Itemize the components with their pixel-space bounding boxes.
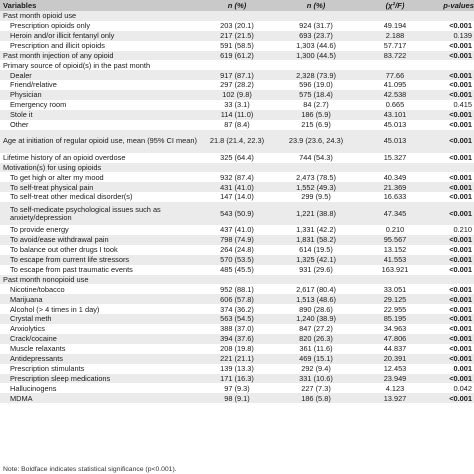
cell-p-value: 0.415 <box>453 100 472 110</box>
table-row <box>0 153 474 163</box>
table-row <box>0 90 474 100</box>
table-footnote: Note: Boldface indicates statistical significance (p<0.001). <box>3 466 177 473</box>
row-label: Dealer <box>0 70 200 80</box>
cell-p-value: <0.001 <box>449 284 472 294</box>
cell-test-statistic: 45.013 <box>383 120 407 130</box>
cell-group1-n-percent: 431 (41.0) <box>200 182 274 192</box>
cell-group2-n-percent: 227 (7.3) <box>301 383 331 393</box>
cell-group1-n-percent: 394 (37.6) <box>200 334 274 344</box>
table-row <box>0 120 474 130</box>
cell-group2-n-percent: 2,617 (80.4) <box>296 284 336 294</box>
cell-test-statistic: 47.806 <box>358 334 432 344</box>
cell-test-statistic: 2.188 <box>358 31 432 41</box>
cell-test-statistic: 77.66 <box>358 70 432 80</box>
cell-test-statistic: 33.051 <box>383 284 407 294</box>
cell-p-value: <0.001 <box>449 264 472 274</box>
header-n-percent-group2: n (%) <box>274 0 358 11</box>
cell-group1-n-percent: 147 (14.0) <box>220 192 254 202</box>
cell-group2-n-percent: 2,328 (73.9) <box>274 70 358 80</box>
cell-p-value: <0.001 <box>432 51 474 61</box>
cell-test-statistic: 83.722 <box>358 51 432 61</box>
cell-group1-n-percent: 325 (64.4) <box>220 152 254 162</box>
cell-group1-n-percent: 388 (37.0) <box>220 324 254 334</box>
cell-group1-n-percent: 591 (58.5) <box>220 40 254 50</box>
table-row <box>0 11 474 21</box>
table-row <box>0 182 474 192</box>
row-label: Prescription stimulants <box>10 363 85 373</box>
cell-group2-n-percent: 847 (27.2) <box>299 324 333 334</box>
cell-group2-n-percent <box>274 163 358 173</box>
row-label: Primary source of opioid(s) in the past month <box>3 60 151 70</box>
table-row <box>0 275 474 285</box>
cell-group2-n-percent: 1,300 (44.5) <box>274 51 358 61</box>
cell-group1-n-percent: 114 (11.0) <box>200 110 274 120</box>
cell-p-value: <0.001 <box>432 255 474 265</box>
table-row <box>0 284 474 294</box>
cell-p-value: <0.001 <box>449 80 472 90</box>
row-label: Other <box>10 120 29 130</box>
cell-group1-n-percent: 437 (41.0) <box>220 225 254 235</box>
table-body <box>0 11 474 403</box>
table-row <box>0 100 474 110</box>
row-label: To avoid/ease withdrawal pain <box>0 235 200 245</box>
table-row <box>0 172 474 182</box>
table-row <box>0 374 474 384</box>
cell-group2-n-percent <box>274 11 358 21</box>
cell-test-statistic: 41.095 <box>383 80 407 90</box>
table-row <box>0 255 474 265</box>
table-row <box>0 334 474 344</box>
row-label: Stole it <box>0 110 200 120</box>
cell-group2-n-percent: 924 (31.7) <box>299 21 333 31</box>
row-label: Prescription sleep medications <box>0 374 200 384</box>
cell-group2-n-percent: 23.9 (23.6, 24.3) <box>274 130 358 153</box>
table-row <box>0 21 474 31</box>
cell-p-value: <0.001 <box>449 192 472 202</box>
cell-p-value: <0.001 <box>432 182 474 192</box>
cell-test-statistic: 41.553 <box>358 255 432 265</box>
row-label: Nicotine/tobacco <box>10 284 65 294</box>
cell-p-value: 0.139 <box>432 31 474 41</box>
cell-p-value: <0.001 <box>432 393 474 403</box>
cell-p-value: <0.001 <box>432 294 474 304</box>
row-label: To escape from past traumatic events <box>10 264 133 274</box>
table-row <box>0 314 474 324</box>
row-label: To provide energy <box>10 225 69 235</box>
cell-test-statistic: 40.349 <box>383 172 407 182</box>
cell-group1-n-percent: 208 (19.8) <box>220 344 254 354</box>
cell-group1-n-percent: 374 (36.2) <box>220 304 254 314</box>
cell-group2-n-percent: 1,331 (42.2) <box>296 225 336 235</box>
cell-p-value: <0.001 <box>432 235 474 245</box>
cell-group2-n-percent: 299 (9.5) <box>301 192 331 202</box>
cell-p-value: <0.001 <box>432 110 474 120</box>
cell-group1-n-percent: 98 (9.1) <box>200 393 274 403</box>
cell-p-value: 0.210 <box>453 225 472 235</box>
table-row <box>0 225 474 235</box>
cell-test-statistic: 85.195 <box>358 314 432 324</box>
cell-test-statistic: 49.194 <box>383 21 407 31</box>
cell-group2-n-percent: 469 (15.1) <box>274 354 358 364</box>
row-label: Past month nonopioid use <box>0 275 200 285</box>
cell-group2-n-percent: 292 (9.4) <box>301 363 331 373</box>
cell-group1-n-percent: 952 (88.1) <box>220 284 254 294</box>
row-label: Physician <box>0 90 200 100</box>
cell-group1-n-percent: 798 (74.9) <box>200 235 274 245</box>
cell-test-statistic: 34.963 <box>383 324 407 334</box>
cell-group2-n-percent: 361 (11.6) <box>299 344 333 354</box>
cell-group2-n-percent: 744 (54.3) <box>299 152 333 162</box>
cell-p-value: <0.001 <box>449 304 472 314</box>
table-row <box>0 60 474 70</box>
cell-p-value: <0.001 <box>449 21 472 31</box>
cell-p-value <box>432 11 474 21</box>
table-row <box>0 80 474 90</box>
cell-group1-n-percent: 217 (21.5) <box>200 31 274 41</box>
row-label: Crystal meth <box>0 314 200 324</box>
cell-group1-n-percent: 570 (53.5) <box>200 255 274 265</box>
cell-test-statistic: 42.538 <box>358 90 432 100</box>
row-label: To get high or alter my mood <box>10 172 104 182</box>
cell-test-statistic: 20.391 <box>358 354 432 364</box>
row-label: To self-treat other medical disorder(s) <box>10 192 133 202</box>
cell-p-value: <0.001 <box>432 334 474 344</box>
row-label: Friend/relative <box>10 80 57 90</box>
row-label: Prescription and illicit opioids <box>10 40 105 50</box>
header-p-values: p-values <box>432 0 474 11</box>
table-row <box>0 110 474 120</box>
header-row <box>0 0 474 11</box>
cell-p-value: <0.001 <box>449 40 472 50</box>
row-label: Past month injection of any opioid <box>0 51 200 61</box>
cell-group1-n-percent: 139 (13.3) <box>220 363 254 373</box>
cell-group1-n-percent: 33 (3.1) <box>224 100 250 110</box>
cell-test-statistic: 15.327 <box>383 152 407 162</box>
cell-group1-n-percent <box>200 163 274 173</box>
cell-group2-n-percent: 186 (5.9) <box>274 110 358 120</box>
cell-group2-n-percent: 331 (10.6) <box>274 374 358 384</box>
cell-group1-n-percent: 171 (16.3) <box>200 374 274 384</box>
row-label: MDMA <box>0 393 200 403</box>
cell-group2-n-percent <box>274 275 358 285</box>
cell-test-statistic: 29.125 <box>358 294 432 304</box>
cell-p-value: <0.001 <box>432 374 474 384</box>
cell-group1-n-percent <box>200 11 274 21</box>
cell-group1-n-percent: 297 (28.2) <box>220 80 254 90</box>
row-label: Prescription opioids only <box>10 21 91 31</box>
header-chi-square-f: (χ²/F) <box>358 0 432 11</box>
row-label: Lifetime history of an opioid overdose <box>3 152 126 162</box>
row-label: Heroin and/or illicit fentanyl only <box>0 31 200 41</box>
table-row <box>0 245 474 255</box>
table-row <box>0 265 474 275</box>
cell-group1-n-percent: 221 (21.1) <box>200 354 274 364</box>
table-row <box>0 324 474 334</box>
cell-p-value: <0.001 <box>432 70 474 80</box>
row-label: Alcohol (> 4 times in 1 day) <box>10 304 100 314</box>
cell-group1-n-percent: 97 (9.3) <box>224 383 250 393</box>
row-label: Past month opioid use <box>0 11 200 21</box>
cell-p-value: <0.001 <box>449 120 472 130</box>
cell-group2-n-percent: 575 (18.4) <box>274 90 358 100</box>
table-row <box>0 130 474 153</box>
cell-test-statistic: 163.921 <box>381 264 409 274</box>
cell-group2-n-percent: 614 (19.5) <box>299 245 333 255</box>
cell-group1-n-percent: 619 (61.2) <box>200 51 274 61</box>
cell-p-value: <0.001 <box>432 314 474 324</box>
table-row <box>0 294 474 304</box>
row-label: Anxiolytics <box>10 324 45 334</box>
cell-test-statistic <box>358 275 432 285</box>
row-label: Motivation(s) for using opioids <box>0 163 200 173</box>
cell-group2-n-percent: 1,325 (42.1) <box>274 255 358 265</box>
cell-test-statistic <box>358 60 432 70</box>
cell-test-statistic: 16.633 <box>383 192 407 202</box>
row-label: To self-medicate psychological issues such as anxiety/depression <box>0 202 200 225</box>
cell-test-statistic <box>358 11 432 21</box>
cell-group1-n-percent: 606 (57.8) <box>200 294 274 304</box>
cell-group1-n-percent: 264 (24.8) <box>220 245 254 255</box>
table-row <box>0 304 474 314</box>
cell-test-statistic: 0.665 <box>385 100 405 110</box>
cell-group2-n-percent: 215 (6.9) <box>301 120 331 130</box>
cell-group1-n-percent: 21.8 (21.4, 22.3) <box>200 130 274 153</box>
cell-test-statistic <box>358 163 432 173</box>
cell-test-statistic: 44.837 <box>383 344 407 354</box>
row-label: Crack/cocaine <box>0 334 200 344</box>
cell-group2-n-percent: 693 (23.7) <box>274 31 358 41</box>
cell-group2-n-percent: 1,831 (58.2) <box>274 235 358 245</box>
cell-group2-n-percent: 2,473 (78.5) <box>296 172 336 182</box>
row-label: Antidepressants <box>0 354 200 364</box>
cell-group1-n-percent: 203 (20.1) <box>220 21 254 31</box>
cell-p-value: <0.001 <box>449 172 472 182</box>
cell-test-statistic: 43.101 <box>358 110 432 120</box>
cell-group2-n-percent: 820 (26.3) <box>274 334 358 344</box>
table-row <box>0 41 474 51</box>
table-row <box>0 393 474 403</box>
cell-p-value: <0.001 <box>432 354 474 364</box>
cell-test-statistic: 45.013 <box>358 130 432 153</box>
cell-group2-n-percent: 186 (5.8) <box>274 393 358 403</box>
table-header <box>0 0 474 11</box>
row-label: Hallucinogens <box>10 383 57 393</box>
cell-p-value: <0.001 <box>449 152 472 162</box>
cell-group2-n-percent <box>274 60 358 70</box>
cell-group1-n-percent: 485 (45.5) <box>220 264 254 274</box>
cell-test-statistic: 12.453 <box>383 363 407 373</box>
row-label: To balance out other drugs I took <box>10 245 118 255</box>
header-variables: Variables <box>0 0 200 11</box>
cell-p-value: <0.001 <box>449 324 472 334</box>
cell-test-statistic: 95.567 <box>358 235 432 245</box>
table-row <box>0 383 474 393</box>
cell-p-value: <0.001 <box>432 90 474 100</box>
cell-p-value <box>432 60 474 70</box>
cell-group2-n-percent: 596 (19.0) <box>299 80 333 90</box>
cell-group2-n-percent: 1,513 (48.6) <box>274 294 358 304</box>
table-row <box>0 51 474 61</box>
row-label: Age at initiation of regular opioid use, mean (95% CI mean) <box>0 130 200 153</box>
table-row <box>0 235 474 245</box>
cell-group2-n-percent: 1,552 (49.3) <box>274 182 358 192</box>
cell-group1-n-percent: 917 (87.1) <box>200 70 274 80</box>
table-row <box>0 364 474 374</box>
cell-group2-n-percent: 84 (2.7) <box>303 100 329 110</box>
cell-test-statistic: 13.927 <box>358 393 432 403</box>
cell-p-value: 0.001 <box>453 363 472 373</box>
cell-group1-n-percent: 932 (87.4) <box>220 172 254 182</box>
table-row <box>0 202 474 225</box>
cell-test-statistic: 57.717 <box>383 40 407 50</box>
table-row <box>0 192 474 202</box>
cell-group2-n-percent: 1,221 (38.8) <box>274 202 358 225</box>
cell-p-value <box>432 275 474 285</box>
cell-p-value: <0.001 <box>449 245 472 255</box>
cell-test-statistic: 22.955 <box>383 304 407 314</box>
cell-test-statistic: 21.369 <box>358 182 432 192</box>
cell-p-value: <0.001 <box>432 130 474 153</box>
cell-p-value: <0.001 <box>449 344 472 354</box>
cell-group2-n-percent: 1,240 (38.9) <box>274 314 358 324</box>
header-n-percent-group1: n (%) <box>200 0 274 11</box>
cell-group1-n-percent <box>200 275 274 285</box>
cell-p-value: <0.001 <box>432 202 474 225</box>
cell-test-statistic: 23.949 <box>358 374 432 384</box>
table-row <box>0 70 474 80</box>
cell-group1-n-percent: 543 (50.9) <box>200 202 274 225</box>
cell-group1-n-percent: 563 (54.5) <box>200 314 274 324</box>
row-label: To escape from current life stressors <box>0 255 200 265</box>
cell-group2-n-percent: 890 (28.6) <box>299 304 333 314</box>
table-row <box>0 31 474 41</box>
cell-group1-n-percent <box>200 60 274 70</box>
cell-test-statistic: 47.345 <box>358 202 432 225</box>
table-row <box>0 354 474 364</box>
cell-group2-n-percent: 931 (29.6) <box>299 264 333 274</box>
table-row <box>0 163 474 173</box>
row-label: Muscle relaxants <box>10 344 66 354</box>
cell-test-statistic: 13.152 <box>383 245 407 255</box>
cell-p-value <box>432 163 474 173</box>
cell-group2-n-percent: 1,303 (44.6) <box>296 40 336 50</box>
cell-p-value: 0.042 <box>453 383 472 393</box>
cell-test-statistic: 4.123 <box>385 383 405 393</box>
cell-test-statistic: 0.210 <box>385 225 405 235</box>
table-row <box>0 344 474 354</box>
row-label: Marijuana <box>0 294 200 304</box>
row-label: Emergency room <box>10 100 67 110</box>
row-label: To self-treat physical pain <box>0 182 200 192</box>
cell-group1-n-percent: 102 (9.8) <box>200 90 274 100</box>
cell-group1-n-percent: 87 (8.4) <box>224 120 250 130</box>
